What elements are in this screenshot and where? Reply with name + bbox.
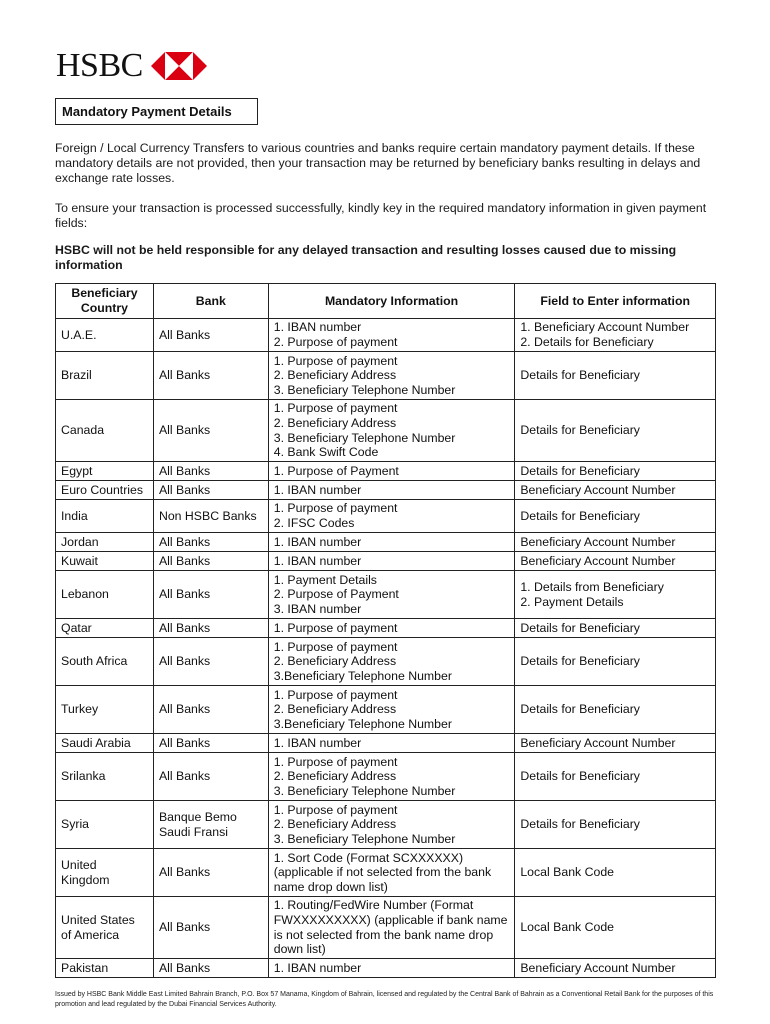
cell-mandatory-info: 1. Routing/FedWire Number (Format FWXXXXXXXXX) (applicable if bank name is not selected from the bank name drop down list)	[268, 897, 515, 959]
table-row	[56, 638, 716, 686]
cell-country: Turkey	[56, 686, 154, 734]
cell-mandatory-info: 1. Purpose of payment	[268, 619, 515, 638]
cell-field: Details for Beneficiary	[515, 801, 716, 849]
table-row	[56, 500, 716, 533]
cell-mandatory-info: 1. Purpose of Payment	[268, 462, 515, 481]
page-title: Mandatory Payment Details	[55, 98, 258, 125]
footer-disclaimer: Issued by HSBC Bank Middle East Limited Bahrain Branch, P.O. Box 57 Manama, Kingdom of Bahrain, licensed and regulated by the Central Bank of Bahrain as a Conventional Retail Bank for the purposes of this promotion and lead regulated by the Dubai Financial Services Authority.	[55, 991, 714, 1008]
table-row	[56, 897, 716, 959]
header-bank: Bank	[153, 284, 268, 319]
header-beneficiary-country: Beneficiary Country	[56, 284, 154, 319]
table-row	[56, 734, 716, 753]
cell-bank: All Banks	[153, 638, 268, 686]
cell-country: Pakistan	[56, 959, 154, 978]
header-field-to-enter: Field to Enter information	[515, 284, 716, 319]
cell-bank: All Banks	[153, 619, 268, 638]
cell-bank: All Banks	[153, 352, 268, 400]
table-row	[56, 849, 716, 897]
cell-country: Jordan	[56, 533, 154, 552]
table-row	[56, 571, 716, 619]
cell-field: Details for Beneficiary	[515, 500, 716, 533]
cell-mandatory-info: 1. Purpose of payment 2. Beneficiary Address 3. Beneficiary Telephone Number	[268, 753, 515, 801]
cell-mandatory-info: 1. Purpose of payment 2. Beneficiary Address 3. Beneficiary Telephone Number	[268, 352, 515, 400]
cell-bank: All Banks	[153, 959, 268, 978]
cell-country: Qatar	[56, 619, 154, 638]
table-header-row	[56, 284, 716, 319]
cell-mandatory-info: 1. Purpose of payment 2. Beneficiary Address 3.Beneficiary Telephone Number	[268, 638, 515, 686]
cell-country: United Kingdom	[56, 849, 154, 897]
cell-bank: All Banks	[153, 849, 268, 897]
cell-field: Details for Beneficiary	[515, 619, 716, 638]
cell-country: Kuwait	[56, 552, 154, 571]
cell-country: United States of America	[56, 897, 154, 959]
cell-field: Beneficiary Account Number	[515, 959, 716, 978]
intro-paragraph-1: Foreign / Local Currency Transfers to various countries and banks require certain mandatory payment details. If these mandatory details are not provided, then your transaction may be returned by beneficiary banks resulting in delays and exchange rate losses.	[55, 141, 701, 185]
cell-bank: All Banks	[153, 319, 268, 352]
cell-country: Euro Countries	[56, 481, 154, 500]
table-row	[56, 319, 716, 352]
cell-bank: All Banks	[153, 552, 268, 571]
cell-field: Details for Beneficiary	[515, 400, 716, 462]
cell-field: Details for Beneficiary	[515, 462, 716, 481]
cell-field: Local Bank Code	[515, 849, 716, 897]
table-row	[56, 801, 716, 849]
cell-field: Local Bank Code	[515, 897, 716, 959]
cell-country: Egypt	[56, 462, 154, 481]
table-row	[56, 959, 716, 978]
table-row	[56, 481, 716, 500]
cell-bank: All Banks	[153, 533, 268, 552]
cell-country: U.A.E.	[56, 319, 154, 352]
cell-mandatory-info: 1. IBAN number	[268, 533, 515, 552]
cell-bank: Banque Bemo Saudi Fransi	[153, 801, 268, 849]
header-mandatory-information: Mandatory Information	[268, 284, 515, 319]
cell-country: South Africa	[56, 638, 154, 686]
cell-mandatory-info: 1. IBAN number	[268, 481, 515, 500]
cell-field: 1. Beneficiary Account Number 2. Details for Beneficiary	[515, 319, 716, 352]
cell-field: Beneficiary Account Number	[515, 552, 716, 571]
cell-mandatory-info: 1. Purpose of payment 2. Beneficiary Address 3. Beneficiary Telephone Number 4. Bank Swift Code	[268, 400, 515, 462]
cell-bank: All Banks	[153, 571, 268, 619]
cell-mandatory-info: 1. IBAN number	[268, 552, 515, 571]
disclaimer-warning: HSBC will not be held responsible for any delayed transaction and resulting losses caused due to missing information	[55, 243, 677, 272]
cell-bank: All Banks	[153, 481, 268, 500]
cell-mandatory-info: 1. IBAN number 2. Purpose of payment	[268, 319, 515, 352]
cell-bank: Non HSBC Banks	[153, 500, 268, 533]
cell-bank: All Banks	[153, 462, 268, 481]
cell-mandatory-info: 1. Payment Details 2. Purpose of Payment 3. IBAN number	[268, 571, 515, 619]
intro-paragraph-2: To ensure your transaction is processed successfully, kindly key in the required mandatory information in given payment fields:	[55, 201, 707, 230]
cell-bank: All Banks	[153, 734, 268, 753]
hsbc-logo	[56, 47, 207, 84]
cell-bank: All Banks	[153, 686, 268, 734]
cell-field: Details for Beneficiary	[515, 753, 716, 801]
mandatory-details-table	[55, 283, 716, 978]
cell-mandatory-info: 1. IBAN number	[268, 959, 515, 978]
table-row	[56, 533, 716, 552]
table-row	[56, 619, 716, 638]
table-row	[56, 753, 716, 801]
cell-bank: All Banks	[153, 897, 268, 959]
cell-mandatory-info: 1. Sort Code (Format SCXXXXXX) (applicable if not selected from the bank name drop down list)	[268, 849, 515, 897]
cell-mandatory-info: 1. Purpose of payment 2. Beneficiary Address 3. Beneficiary Telephone Number	[268, 801, 515, 849]
cell-mandatory-info: 1. Purpose of payment 2. Beneficiary Address 3.Beneficiary Telephone Number	[268, 686, 515, 734]
cell-country: Saudi Arabia	[56, 734, 154, 753]
cell-field: Beneficiary Account Number	[515, 734, 716, 753]
cell-bank: All Banks	[153, 400, 268, 462]
cell-field: Details for Beneficiary	[515, 352, 716, 400]
cell-field: Details for Beneficiary	[515, 638, 716, 686]
table-row	[56, 686, 716, 734]
cell-country: Lebanon	[56, 571, 154, 619]
cell-field: Beneficiary Account Number	[515, 481, 716, 500]
cell-mandatory-info: 1. IBAN number	[268, 734, 515, 753]
cell-country: Srilanka	[56, 753, 154, 801]
logo-wordmark: HSBC	[56, 47, 143, 84]
cell-field: Details for Beneficiary	[515, 686, 716, 734]
cell-bank: All Banks	[153, 753, 268, 801]
table-row	[56, 462, 716, 481]
cell-mandatory-info: 1. Purpose of payment 2. IFSC Codes	[268, 500, 515, 533]
cell-country: Syria	[56, 801, 154, 849]
cell-country: India	[56, 500, 154, 533]
table-row	[56, 552, 716, 571]
table-row	[56, 352, 716, 400]
table-row	[56, 400, 716, 462]
cell-field: Beneficiary Account Number	[515, 533, 716, 552]
cell-country: Canada	[56, 400, 154, 462]
hsbc-hexagon-icon	[151, 52, 207, 80]
cell-country: Brazil	[56, 352, 154, 400]
cell-field: 1. Details from Beneficiary 2. Payment Details	[515, 571, 716, 619]
